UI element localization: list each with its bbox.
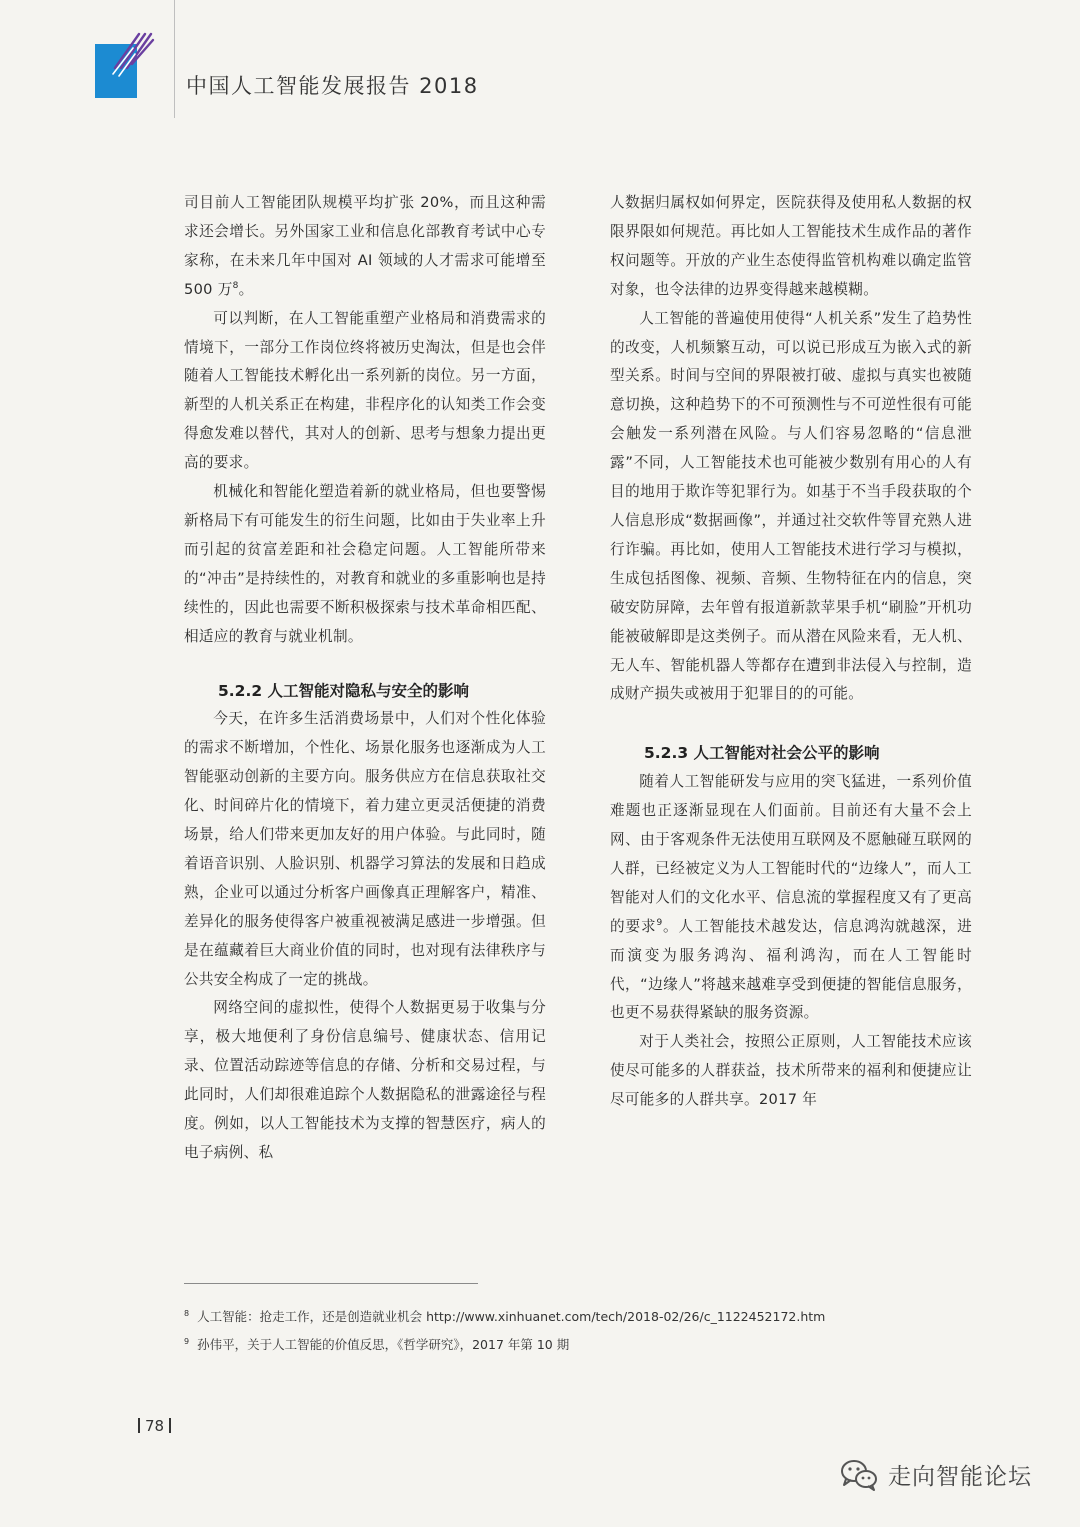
paragraph: 随着人工智能研发与应用的突飞猛进，一系列价值难题也正逐渐显现在人们面前。目前还有大量不会上网、由于客观条件无法使用互联网及不愿触碰互联网的人群，已经被定义为人工智能时代的“边缘人”，而人工智能对人们的文化水平、信息流的掌握程度又有了更高的要求$^9$。人工智能技术越发达，信息鸿沟就越深，进而演变为服务鸿沟、福利鸿沟，而在人工智能时代，“边缘人”将越来越难享受到便捷的智能信息服务，也更不易获得紧缺的服务资源。 — [610, 773, 972, 1022]
footnote-ref[interactable]: 8 — [232, 280, 239, 291]
paragraph: 可以判断，在人工智能重塑产业格局和消费需求的情境下，一部分工作岗位终将被历史淘汰，但是也会伴随着人工智能技术孵化出一系列新的岗位。另一方面，新型的人机关系正在构建，非程序化的认知类工作会变得愈发难以替代，其对人的创新、思考与想象力提出更高的要求。 — [184, 309, 546, 472]
footnotes — [184, 1303, 944, 1359]
paragraph: 司目前人工智能团队规模平均扩张 20%，而且这种需求还会增长。另外国家工业和信息化部教育考试中心专家称，在未来几年中国对 AI 领域的人才需求可能增至 500 万$^8$。 — [184, 194, 546, 298]
wechat-icon — [840, 1459, 878, 1491]
section-heading-5-2-3: 5.2.3 人工智能对社会公平的影响 — [644, 744, 880, 763]
page-number: 78 — [133, 1417, 176, 1435]
report-title: 中国人工智能发展报告 2018 — [186, 74, 479, 98]
wechat-watermark — [840, 1458, 1032, 1491]
watermark-text: 走向智能论坛 — [888, 1464, 1032, 1490]
report-logo — [95, 28, 155, 98]
paragraph: 机械化和智能化塑造着新的就业格局，但也要警惕新格局下有可能发生的衍生问题，比如由于失业率上升而引起的贫富差距和社会稳定问题。人工智能所带来的“冲击”是持续性的，对教育和就业的多重影响也是持续性的，因此也需要不断积极探索与技术革命相匹配、相适应的教育与就业机制。 — [184, 483, 546, 645]
paragraph: 对于人类社会，按照公正原则，人工智能技术应该使尽可能多的人群获益，技术所带来的福利和便捷应让尽可能多的人群共享。2017 年 — [610, 1033, 972, 1109]
footnote: $^9$ 孙伟平，关于人工智能的价值反思，《哲学研究》，2017 年第 10 期 — [184, 1336, 570, 1352]
footnote-divider — [184, 1283, 478, 1284]
header-vertical-rule — [174, 0, 175, 118]
paragraph: 网络空间的虚拟性，使得个人数据更易于收集与分享，极大地便利了身份信息编号、健康状态、信用记录、位置活动踪迹等信息的存储、分析和交易过程，与此同时，人们却很难追踪个人数据隐私的泄露途径与程度。例如，以人工智能技术为支撑的智慧医疗，病人的电子病例、私 — [184, 999, 546, 1161]
paragraph: 人数据归属权如何界定，医院获得及使用私人数据的权限界限如何规范。再比如人工智能技术生成作品的著作权问题等。开放的产业生态使得监管机构难以确定监管对象，也令法律的边界变得越来越模糊。 — [610, 194, 972, 298]
paragraph: 人工智能的普遍使用使得“人机关系”发生了趋势性的改变，人机频繁互动，可以说已形成互为嵌入式的新型关系。时间与空间的界限被打破、虚拟与真实也被随意切换，这种趋势下的不可预测性与不可逆性很有可能会触发一系列潜在风险。与人们容易忽略的“信息泄露”不同，人工智能技术也可能被少数别有用心的人有目的地用于欺诈等犯罪行为。如基于不当手段获取的个人信息形成“数据画像”，并通过社交软件等冒充熟人进行诈骗。再比如，使用人工智能技术进行学习与模拟，生成包括图像、视频、音频、生物特征在内的信息，突破安防屏障，去年曾有报道新款苹果手机“刷脸”开机功能被破解即是这类例子。而从潜在风险来看，无人机、无人车、智能机器人等都存在遭到非法侵入与控制，造成财产损失或被用于犯罪目的的可能。 — [610, 309, 972, 703]
right-column — [610, 189, 972, 1115]
footnote-ref[interactable]: 9 — [656, 917, 663, 928]
section-heading-5-2-2: 5.2.2 人工智能对隐私与安全的影响 — [218, 681, 470, 700]
footnote: $^8$ 人工智能：抢走工作，还是创造就业机会 http://www.xinhuanet.com/tech/2018-02/26/c_1122452172.htm — [184, 1308, 826, 1324]
left-column — [184, 189, 546, 1168]
paragraph: 今天，在许多生活消费场景中，人们对个性化体验的需求不断增加，个性化、场景化服务也逐渐成为人工智能驱动创新的主要方向。服务供应方在信息获取社交化、时间碎片化的情境下，着力建立更灵活便捷的消费场景，给人们带来更加友好的用户体验。与此同时，随着语音识别、人脸识别、机器学习算法的发展和日趋成熟，企业可以通过分析客户画像真正理解客户，精准、差异化的服务使得客户被重视被满足感进一步增强。但是在蕴藏着巨大商业价值的同时，也对现有法律秩序与公共安全构成了一定的挑战。 — [184, 710, 546, 988]
